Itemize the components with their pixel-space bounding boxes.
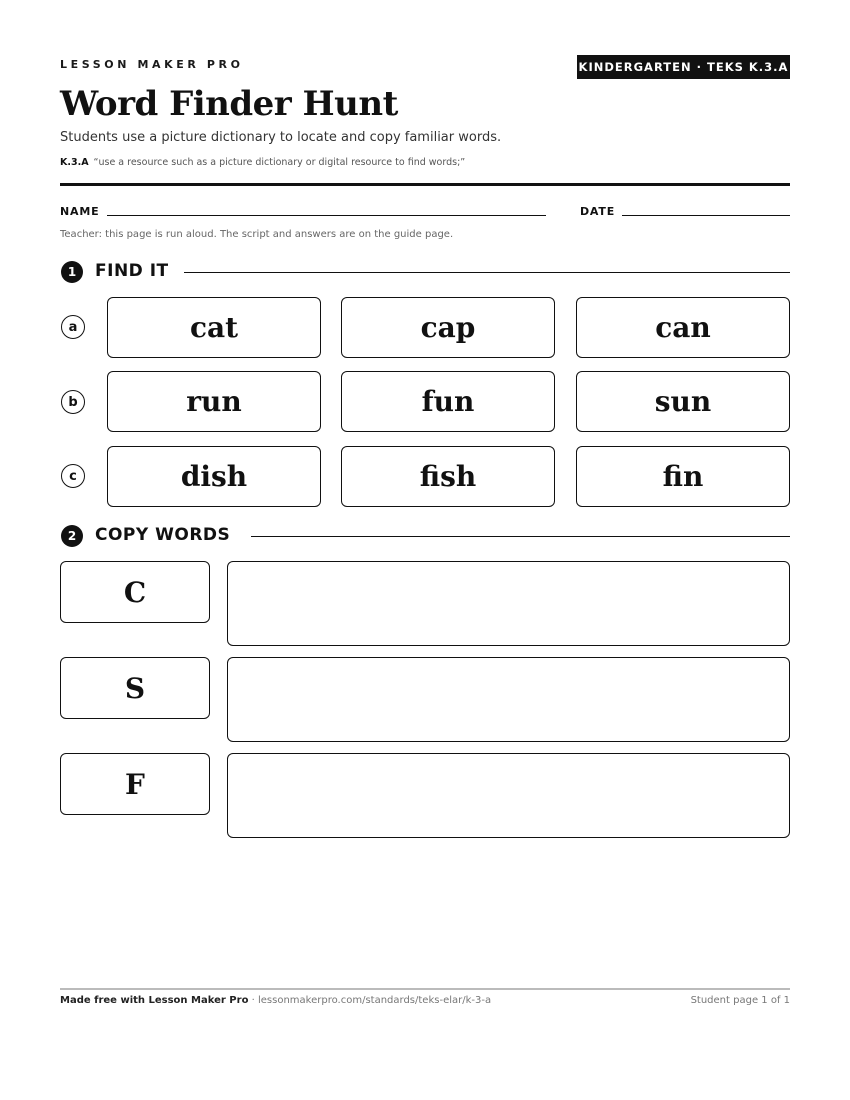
footer-made-with: Made free with Lesson Maker Pro	[60, 995, 249, 1006]
word-card[interactable]: fin	[576, 446, 790, 507]
teacher-note: Teacher: this page is run aloud. The script and answers are on the guide page.	[60, 229, 454, 240]
word-card[interactable]: dish	[107, 446, 321, 507]
grade-standard-badge: KINDERGARTEN · TEKS K.3.A	[577, 55, 790, 79]
word-card[interactable]: run	[107, 371, 321, 432]
row-letter-b: b	[61, 390, 85, 414]
word-card[interactable]: can	[576, 297, 790, 358]
header-divider	[60, 183, 790, 186]
worksheet-title: Word Finder Hunt	[60, 84, 398, 124]
date-label: DATE	[580, 205, 616, 218]
word-card[interactable]: fun	[341, 371, 555, 432]
footer-credit	[60, 995, 491, 1006]
copy-letter-card: S	[60, 657, 210, 719]
name-write-line[interactable]	[107, 215, 546, 216]
word-card[interactable]: cat	[107, 297, 321, 358]
section-1-rule	[184, 272, 790, 273]
word-card[interactable]: fish	[341, 446, 555, 507]
standard-line	[60, 157, 465, 168]
copy-letter-card: F	[60, 753, 210, 815]
brand-wordmark: LESSON MAKER PRO	[60, 58, 244, 71]
word-card[interactable]: sun	[576, 371, 790, 432]
name-label: NAME	[60, 205, 100, 218]
section-2-number: 2	[61, 525, 83, 547]
footer-page-number: Student page 1 of 1	[690, 995, 790, 1006]
row-letter-a: a	[61, 315, 85, 339]
standard-code: K.3.A	[60, 157, 89, 168]
word-card[interactable]: cap	[341, 297, 555, 358]
section-1-title: FIND IT	[95, 261, 169, 281]
section-2-rule	[251, 536, 790, 537]
section-2-title: COPY WORDS	[95, 525, 231, 545]
date-write-line[interactable]	[622, 215, 790, 216]
section-1-number: 1	[61, 261, 83, 283]
copy-write-box[interactable]	[227, 657, 790, 742]
copy-letter-card: C	[60, 561, 210, 623]
footer-url[interactable]: lessonmakerpro.com/standards/teks-elar/k-3-a	[257, 995, 492, 1006]
footer-divider	[60, 988, 790, 990]
row-letter-c: c	[61, 464, 85, 488]
standard-text: “use a resource such as a picture dictionary or digital resource to find words;”	[93, 157, 466, 168]
copy-write-box[interactable]	[227, 753, 790, 838]
footer-separator: ·	[248, 995, 258, 1006]
worksheet-subtitle: Students use a picture dictionary to locate and copy familiar words.	[60, 130, 502, 145]
copy-write-box[interactable]	[227, 561, 790, 646]
